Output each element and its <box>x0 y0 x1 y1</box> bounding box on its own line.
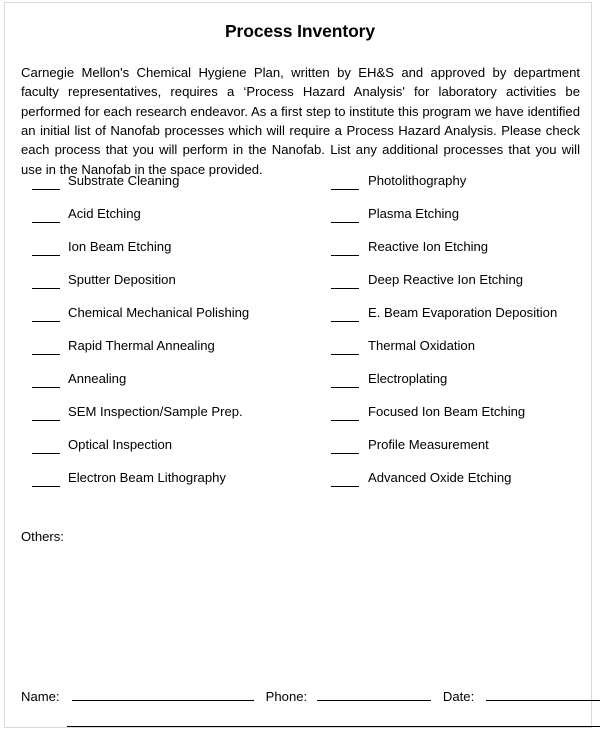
checklist-item-label: Profile Measurement <box>368 437 489 452</box>
checklist-item-label: Sputter Deposition <box>68 272 176 287</box>
checklist-item-label: Substrate Cleaning <box>68 173 180 188</box>
checkbox-blank-line[interactable] <box>331 209 359 223</box>
checkbox-blank-line[interactable] <box>331 407 359 421</box>
checklist-item[interactable] <box>331 404 596 437</box>
checkbox-blank-line[interactable] <box>32 275 60 289</box>
checklist-item-label: Chemical Mechanical Polishing <box>68 305 250 320</box>
checklist-item[interactable] <box>331 206 596 239</box>
checklist-item[interactable] <box>32 338 322 371</box>
checklist-item[interactable] <box>32 470 322 503</box>
checklist-column-left <box>32 173 322 503</box>
checklist-item-label: SEM Inspection/Sample Prep. <box>68 404 243 419</box>
checklist-item-label: Electroplating <box>368 371 448 386</box>
name-input-rule[interactable] <box>72 686 254 701</box>
phone-label: Phone: <box>265 689 308 704</box>
checkbox-blank-line[interactable] <box>331 308 359 322</box>
checkbox-blank-line[interactable] <box>32 176 60 190</box>
checkbox-blank-line[interactable] <box>331 374 359 388</box>
date-input-rule[interactable] <box>486 686 600 701</box>
checklist-item-label: Advanced Oxide Etching <box>368 470 512 485</box>
checkbox-blank-line[interactable] <box>32 308 60 322</box>
checklist-item[interactable] <box>32 437 322 470</box>
checkbox-blank-line[interactable] <box>32 242 60 256</box>
checklist-item[interactable] <box>331 272 596 305</box>
checklist-item[interactable] <box>32 305 322 338</box>
name-label: Name: <box>21 689 60 704</box>
checklist-item-label: Reactive Ion Etching <box>368 239 489 254</box>
checklist-item[interactable] <box>32 404 322 437</box>
checkbox-blank-line[interactable] <box>32 440 60 454</box>
checklist-item[interactable] <box>331 437 596 470</box>
checklist-item-label: Plasma Etching <box>368 206 459 221</box>
checklist-item[interactable] <box>331 470 596 503</box>
checklist-column-right <box>331 173 596 503</box>
others-label: Others: <box>21 529 64 544</box>
checklist-item[interactable] <box>331 338 596 371</box>
checkbox-blank-line[interactable] <box>32 374 60 388</box>
checklist-item-label: E. Beam Evaporation Deposition <box>368 305 558 320</box>
checkbox-blank-line[interactable] <box>331 440 359 454</box>
checkbox-blank-line[interactable] <box>331 176 359 190</box>
checkbox-blank-line[interactable] <box>331 341 359 355</box>
checkbox-blank-line[interactable] <box>32 209 60 223</box>
bottom-rule <box>67 726 600 727</box>
checklist-item-label: Rapid Thermal Annealing <box>68 338 215 353</box>
checklist-item[interactable] <box>331 371 596 404</box>
checkbox-blank-line[interactable] <box>331 473 359 487</box>
checklist-item[interactable] <box>331 239 596 272</box>
checklist-item[interactable] <box>32 371 322 404</box>
process-checklist <box>0 173 600 503</box>
checkbox-blank-line[interactable] <box>32 473 60 487</box>
checkbox-blank-line[interactable] <box>331 242 359 256</box>
checkbox-blank-line[interactable] <box>331 275 359 289</box>
intro-paragraph: Carnegie Mellon's Chemical Hygiene Plan, written by EH&S and approved by department faculty representatives, requires a ‘Process Hazard Analysis' for laboratory activities be performed for each research endeavor. As a first step to institute this program we have identified an initial list of Nanofab processes which will require a Process Hazard Analysis. Please check each process that you will perform in the Nanofab. List any additional processes that you will use in the Nanofab in the space provided. <box>21 65 580 177</box>
checklist-item[interactable] <box>331 305 596 338</box>
phone-input-rule[interactable] <box>317 686 431 701</box>
checklist-item-label: Acid Etching <box>68 206 141 221</box>
checkbox-blank-line[interactable] <box>32 407 60 421</box>
signature-row <box>21 686 600 708</box>
checklist-item[interactable] <box>32 173 322 206</box>
checklist-item-label: Optical Inspection <box>68 437 173 452</box>
checklist-item[interactable] <box>32 239 322 272</box>
checklist-item[interactable] <box>32 272 322 305</box>
checklist-item-label: Ion Beam Etching <box>68 239 172 254</box>
date-label: Date: <box>442 689 475 704</box>
checklist-item-label: Photolithography <box>368 173 467 188</box>
checklist-item-label: Deep Reactive Ion Etching <box>368 272 524 287</box>
checklist-item-label: Focused Ion Beam Etching <box>368 404 526 419</box>
page-title: Process Inventory <box>224 20 376 41</box>
checklist-item[interactable] <box>331 173 596 206</box>
checkbox-blank-line[interactable] <box>32 341 60 355</box>
checklist-item-label: Electron Beam Lithography <box>68 470 226 485</box>
checklist-item-label: Thermal Oxidation <box>368 338 475 353</box>
checklist-item-label: Annealing <box>68 371 127 386</box>
checklist-item[interactable] <box>32 206 322 239</box>
